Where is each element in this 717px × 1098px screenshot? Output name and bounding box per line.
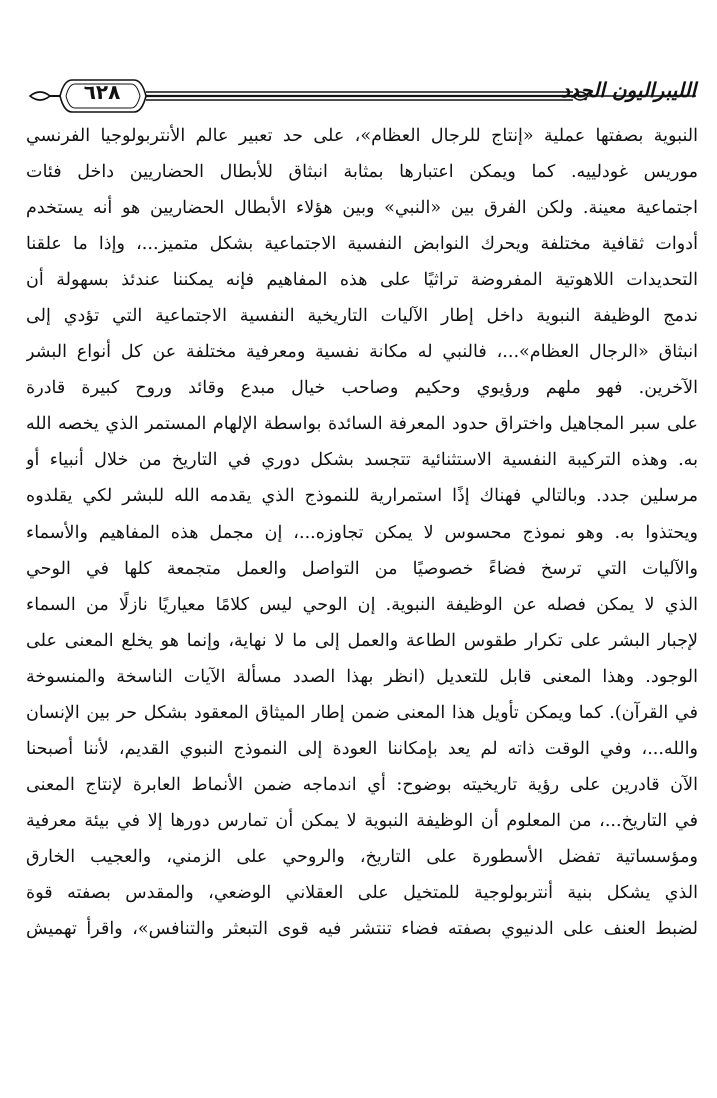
body-text: [26, 118, 698, 947]
text-line: التحديدات اللاهوتية المفروضة تراثيًا على هذه المفاهيم فإنه يمكننا عندئذ بسهولة أن: [26, 270, 698, 291]
text-line: اجتماعية معينة. ولكن الفرق بين «النبي» وبين هؤلاء الأبطال الحضاريين هو أنه يستخدم: [26, 198, 698, 219]
text-line: في التاريخ...، من المعلوم أن الوظيفة النبوية لا يمكن أن تمارس دورها إلا في بيئة معرفية: [26, 810, 698, 831]
text-line: والآليات التي ترسخ فضاءً خصوصيًا من التواصل والعمل متجمعة كلها في الوحي: [26, 558, 698, 579]
text-line: ندمج الوظيفة النبوية داخل إطار الآليات التاريخية النفسية الاجتماعية التي تؤدي إلى: [26, 306, 698, 327]
text-line: به. وهذه التركيبة النفسية الاستثنائية تتجسد بشكل دوري في التاريخ من خلال أنبياء أو: [26, 450, 698, 471]
page-number: ٦٢٨: [83, 80, 121, 104]
text-line: في القرآن). كما ويمكن تأويل هذا المعنى ضمن إطار الميثاق المعقود بشكل حر بين الإنسان: [26, 702, 698, 723]
running-title: الليبراليون الجدد: [560, 78, 696, 102]
text-line: مرسلين جدد. وبالتالي فهناك إذًا استمرارية للنموذج الذي يقدمه الله للبشر لكي يقلدوه: [26, 486, 698, 507]
text-line: ومؤسساتية تفضل الأسطورة على التاريخ، والروحي على الزمني، والعجيب الخارق: [26, 846, 698, 867]
text-line: الوجود. وهذا المعنى قابل للتعديل (انظر بهذا الصدد مسألة الآيات الناسخة والمنسوخة: [26, 666, 698, 687]
text-line: الذي يشكل بنية أنتربولوجية للمتخيل على العقلاني الوضعي، والمقدس بصفته قوة: [26, 882, 698, 903]
text-line: الآخرين. فهو ملهم ورؤيوي وحكيم وصاحب خيال مبدع وقائد وروح كبيرة قادرة: [26, 378, 698, 399]
text-line: موريس غودلييه. كما ويمكن اعتبارها بمثابة انبثاق للأبطال الحضاريين داخل فئات: [26, 162, 698, 183]
text-line: والله...، وفي الوقت ذاته لم يعد بإمكاننا العودة إلى النموذج النبوي القديم، لأننا أصبحنا: [26, 738, 698, 759]
text-line: أدوات ثقافية مختلفة ويحرك النوابض النفسية الاجتماعية بشكل متميز...، وإذا ما علقنا: [26, 234, 698, 255]
text-line: لإجبار البشر على تكرار طقوس الطاعة والعمل إلى ما لا نهاية، وإنما هو يخلع المعنى على: [26, 630, 698, 651]
page-header: [28, 70, 696, 118]
text-line: لضبط العنف على الدنيوي بصفته فضاء تنتشر فيه قوى التبعثر والتنافس»، واقرأ تهميش: [26, 919, 698, 940]
text-line: الآن قادرين على رؤية تاريخيته بوضوح: أي اندماجه ضمن الأنماط العابرة لإنتاج المعنى: [26, 774, 698, 795]
text-line: انبثاق «الرجال العظام»...، فالنبي له مكانة نفسية ومعرفية مختلفة عن كل أنواع البشر: [26, 342, 698, 363]
text-line: الذي لا يمكن فصله عن الوظيفة النبوية. إن الوحي ليس كلامًا معياريًا نازلًا من السماء: [26, 594, 698, 615]
text-line: النبوية بصفتها عملية «إنتاج للرجال العظام»، على حد تعبير عالم الأنتربولوجيا الفرنسي: [26, 126, 698, 146]
text-line: ويحتذوا به. وهو نموذج محسوس لا يمكن تجاوزه...، إن مجمل هذه المفاهيم والأسماء: [26, 522, 698, 543]
text-line: على سبر المجاهيل واختراق حدود المعرفة السائدة بواسطة الإلهام المستمر الذي يخصه الله: [26, 414, 698, 435]
